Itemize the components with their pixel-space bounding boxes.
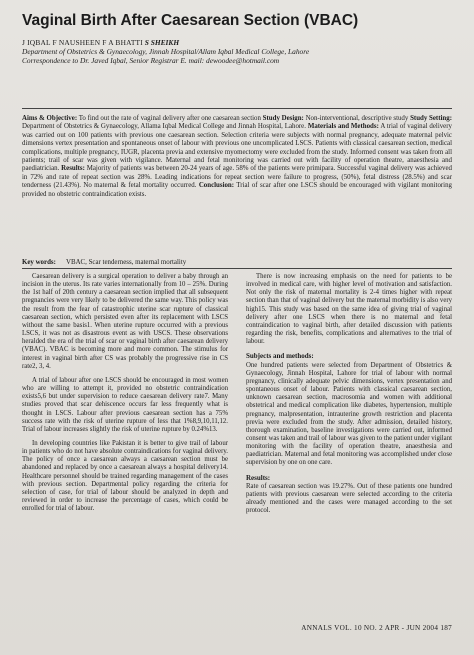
- keywords-label: Key words:: [22, 259, 56, 266]
- abstract: [22, 115, 452, 199]
- keywords: [22, 259, 452, 267]
- article-title: Vaginal Birth After Caesarean Section (VBAC): [22, 12, 359, 29]
- setting-text: Department of Obstetrics & Gynaecology, Allama Iqbal Medical College and Jinnah Hospital, Lahore.: [22, 123, 308, 131]
- author-line: [22, 38, 452, 47]
- methods-heading: Subjects and methods:: [246, 352, 314, 361]
- last-author-name: S SHEIKH: [144, 38, 180, 47]
- page-footer: ANNALS VOL. 10 NO. 2 APR - JUN 2004 187: [301, 624, 452, 632]
- affiliation: Department of Obstetrics & Gynaecology, Jinnah Hospital/Allam Iqbal Medical College, Lahore: [22, 47, 310, 56]
- design-text: Non-interventional, descriptive study: [303, 115, 411, 122]
- results-label: Results:: [61, 165, 85, 173]
- methods-text: A trial of vaginal delivery was carried out on 100 patients with previous one caesarean section. Selection criteria were subjects with normal pregnancy, adequate maternal pelvic dimensions vertex presentation and spontaneous onset of labour with previous one uncomplicated LSCS. Patients with classical caesarean section, medical complications, multiple pregnancy, IUGR, placenta previa and extensive myomectomy were excluded from the study. Informed consent was taken from all patients; trail of scar was given with vigilance. Maternal and fetal monitoring was carried out with facility of operation theatre, anaesthesia and paediatrician.: [22, 123, 452, 173]
- left-column: [22, 273, 228, 519]
- results-heading: Results:: [246, 473, 271, 482]
- aims-label: Aims & Objective:: [22, 115, 78, 122]
- aims-text: To find out the rate of vaginal delivery after one caesarean section: [77, 115, 263, 122]
- keywords-text: VBAC, Scar tenderness, maternal mortality: [66, 259, 187, 266]
- conclusion-text: Trial of scar after one LSCS should be encouraged with vigilant monitoring provided no obstetric contraindication exists.: [22, 182, 452, 198]
- setting-label: Study Setting:: [410, 115, 452, 122]
- left-paragraph: In developing countries like Pakistan it is better to give trail of labour in patients who do not have absolute contraindications for vaginal delivery. The policy of once a caesarean always a caesarean section must be abandoned and replaced by once a caesarean always a hospital delivery14. Healthcare personnel should be trained regarding management of the cases with previous section. Departmental policy regarding the criteria for selection of case, for trial of labour should be analyzed in depth and reviewed in order to increase the percentage of cases, which could be enrolled for trial of labour.: [22, 439, 228, 513]
- methods-label: Materials and Methods:: [307, 123, 379, 131]
- abstract-rule: [22, 268, 452, 269]
- design-label: Study Design:: [262, 115, 304, 122]
- right-paragraph: One hundred patients were selected from Department of Obstetrics & Gynaecology, Jinnah Hospital, Lahore for trial of labour with normal pregnancy, clinically adequate pelvic dimensions, vertex presentation and spontaneous onset of labour. Patients with classical caesarean section, unknown caesarean section, macrosomia and women with additional obstetrical and medical complication like diabetes, hypertension, multiple pregnancy, malpresentation, intrauterine growth restriction and placenta previa were excluded from the study. After admission, detailed history, thorough examination, baseline investigations were carried out, informed consent was taken and trail of labour was given to the patient under vigilant monitoring with the facility of operation theatre, anaesthesia and paediatrician. Maternal and fetal monitoring was accomplished under close supervision by one on one care.: [246, 361, 452, 467]
- header-rule: [22, 108, 452, 109]
- right-paragraph: Rate of caesarean section was 19.27%. Out of these patients one hundred patients with previous caesarean were selected according to the criteria already mentioned and the cases were managed according to the set protocol.: [246, 482, 452, 515]
- right-column: [246, 273, 452, 521]
- left-paragraph: A trial of labour after one LSCS should be encouraged in most women who are willing to attempt it, provided no obstetric contraindication exists5,6 but under supervision to reduce caesarean delivery rate7. Many studies proved that scar dehiscence occurs far less frequently what is thought in LSCS. Labour after previous caesarean section has a 75% success rate with the risk of uterine rupture of less that 1%8,9,10,11,12. Trial of labour increases slightly the risk of uterine rupture by 0.24%13.: [22, 376, 228, 433]
- results-text: Majority of patients was between 20-24 years of age. 58% of the patients were primipara. Successful vaginal delivery was achieved in 72% and rate of repeat section was 28%. Leading indications for repeat section were failure to progress, (50%), fetal distress (28.5%) and scar tenderness (21.43%). No maternal & fetal mortality occurred.: [22, 165, 452, 190]
- conclusion-label: Conclusion:: [198, 182, 235, 190]
- correspondence: Correspondence to Dr. Javed Iqbal, Senior Registrar E. mail: dewoodee@hotmail.com: [22, 56, 280, 65]
- author-names: J IQBAL F NAUSHEEN F A BHATTI: [22, 38, 143, 47]
- left-paragraph: Caesarean delivery is a surgical operation to deliver a baby through an incision in the uterus. Its rate varies internationally from 10 – 25%. During the 1st half of 20th century a caesarean section implied that all subsequent pregnancies were very likely to be delivered the same way. This policy was the result from the fear of catastrophic uterine scar rupture of classical caesarean section, which persisted even after its replacement with LSCS without the same basis1. When uterine rupture occurred with a previous LSCS, it was not as disastrous event as with USCS. These observations heralded the era of the trial of scar or vaginal birth after caesarean delivery (VBAC). VBAC is becoming more and more common. The stimulus for interest in vaginal birth after CS was probably the progressive rise in CS rate2, 3, 4.: [22, 273, 228, 370]
- right-paragraph: There is now increasing emphasis on the need for patients to be involved in medical care, with higher level of motivation and satisfaction. Not only the risk of maternal mortality is 2-4 times higher with repeat section than that of vaginal delivery but the maternal morbidity is also very high15. This study was based on the same idea of giving trial of vaginal delivery after one LSCS when there is no maternal and fetal contraindication to vaginal birth, after detailed discussion with patients regarding the risk, benefits, complications and alternatives to the trial of labour.: [246, 273, 452, 346]
- author-block: [22, 38, 452, 65]
